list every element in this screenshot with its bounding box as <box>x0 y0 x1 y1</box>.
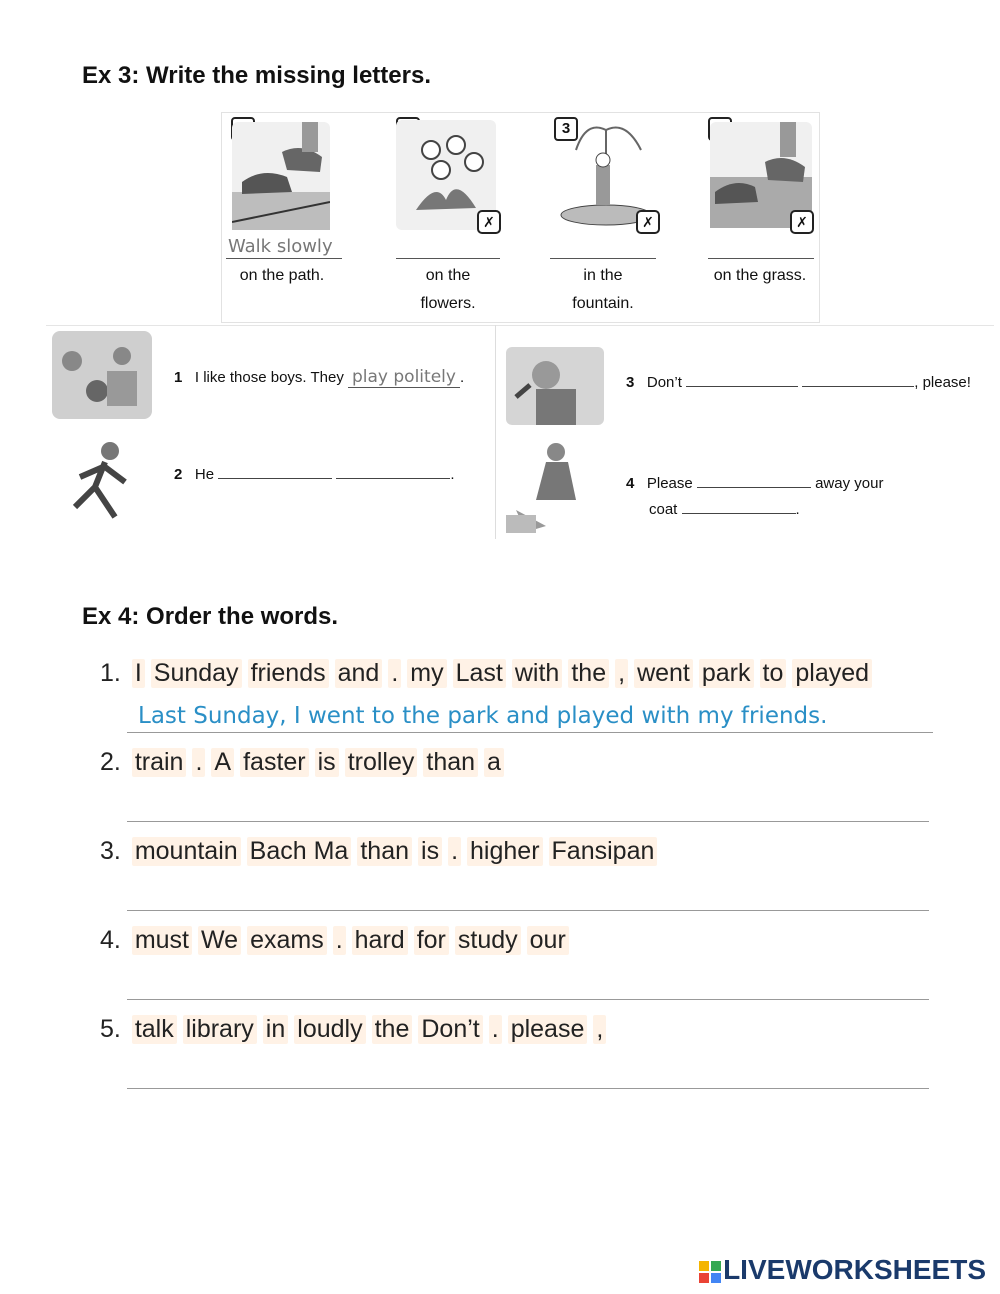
word-tile: I <box>132 659 145 688</box>
word-tile: study <box>455 926 521 955</box>
sentence-4-blank-2[interactable] <box>682 499 796 514</box>
word-tile: mountain <box>132 837 241 866</box>
sentence-2-text: He <box>194 466 215 483</box>
question-1-number: 1. <box>100 659 121 687</box>
sentence-1-text: I like those boys. They <box>194 369 344 386</box>
shouting-man-picture <box>506 347 604 425</box>
word-tile: and <box>335 659 383 688</box>
item-1-caption: on the path. <box>239 267 325 284</box>
ex3-heading: Ex 3: Write the missing letters. <box>82 62 431 89</box>
question-5 <box>100 1015 612 1044</box>
liveworksheets-logo-icon <box>699 1261 721 1283</box>
sentence-4-text: Please <box>646 475 693 492</box>
question-1 <box>100 659 878 688</box>
word-tile: faster <box>240 748 309 777</box>
sentence-4-line-2 <box>649 499 800 518</box>
sentence-4-coat: coat <box>649 501 678 518</box>
item-3-answer-line[interactable] <box>550 258 656 259</box>
sentence-4-blank-1[interactable] <box>697 473 811 488</box>
question-3 <box>100 837 663 866</box>
question-2 <box>100 748 510 777</box>
word-tile: must <box>132 926 192 955</box>
word-tile: trolley <box>345 748 418 777</box>
word-tile: exams <box>247 926 327 955</box>
shouting-icon <box>506 347 604 425</box>
question-1-answer-line <box>127 732 933 733</box>
word-tile: friends <box>248 659 329 688</box>
question-5-number: 5. <box>100 1015 121 1043</box>
item-3-x-icon: ✗ <box>636 210 660 234</box>
word-tile: with <box>512 659 562 688</box>
word-tile: We <box>198 926 241 955</box>
coat-picture <box>506 440 602 534</box>
runner-icon <box>55 437 145 527</box>
sentence-1-number: 1 <box>174 369 183 386</box>
word-tile: library <box>183 1015 257 1044</box>
question-4-answer-line[interactable] <box>127 999 929 1000</box>
walking-path-illustration <box>232 122 330 230</box>
sentence-3-text: Don’t <box>646 374 682 391</box>
sentence-1-end: . <box>459 369 465 386</box>
item-3-number: 3 <box>554 117 578 141</box>
item-3-caption-1: in the <box>583 267 623 284</box>
question-3-answer-line[interactable] <box>127 910 929 911</box>
word-tile: , <box>593 1015 606 1044</box>
word-tile: loudly <box>294 1015 365 1044</box>
sentence-4-number: 4 <box>626 475 635 492</box>
shoe-on-path-icon <box>232 122 330 230</box>
question-4 <box>100 926 575 955</box>
item-4-x-icon: ✗ <box>790 210 814 234</box>
coat-icon <box>506 440 602 534</box>
sentence-2-blank-2[interactable] <box>336 464 450 479</box>
word-tile: is <box>418 837 442 866</box>
word-tile: a <box>484 748 504 777</box>
panel2-top-divider <box>46 325 994 326</box>
sentence-3-number: 3 <box>626 374 635 391</box>
word-tile: talk <box>132 1015 177 1044</box>
word-tile: , <box>615 659 628 688</box>
word-tile: than <box>357 837 412 866</box>
word-tile: went <box>634 659 693 688</box>
item-3-caption-2: fountain. <box>572 295 634 312</box>
boys-playing-picture <box>52 331 152 419</box>
question-2-answer-line[interactable] <box>127 821 929 822</box>
sentence-4-end: . <box>795 501 800 518</box>
sentence-3-end: , please! <box>914 374 971 391</box>
word-tile: Don’t <box>418 1015 482 1044</box>
item-2-caption-1: on the <box>425 267 471 284</box>
question-3-number: 3. <box>100 837 121 865</box>
item-4-caption: on the grass. <box>713 267 807 284</box>
word-tile: the <box>372 1015 413 1044</box>
word-tile: in <box>263 1015 288 1044</box>
sentence-4 <box>626 473 883 492</box>
sentence-4-middle: away your <box>815 475 884 492</box>
item-2-x-icon: ✗ <box>477 210 501 234</box>
word-tile: . <box>489 1015 502 1044</box>
question-4-number: 4. <box>100 926 121 954</box>
word-tile: Sunday <box>151 659 242 688</box>
word-tile: park <box>699 659 754 688</box>
word-tile: Bach Ma <box>247 837 352 866</box>
question-5-answer-line[interactable] <box>127 1088 929 1089</box>
sentence-3 <box>626 372 971 391</box>
word-tile: the <box>568 659 609 688</box>
sentence-2-blank-1[interactable] <box>218 464 332 479</box>
word-tile: is <box>315 748 339 777</box>
item-1-answer[interactable]: Walk slowly <box>228 236 333 257</box>
liveworksheets-logo-text: LIVEWORKSHEETS <box>723 1254 986 1285</box>
item-4-answer-line[interactable] <box>708 258 814 259</box>
item-1-answer-line <box>226 258 342 259</box>
word-tile: for <box>414 926 449 955</box>
word-tile: higher <box>467 837 543 866</box>
word-tile: to <box>760 659 787 688</box>
running-boy-picture <box>55 437 145 527</box>
word-tile: A <box>211 748 234 777</box>
question-2-number: 2. <box>100 748 121 776</box>
word-tile: Fansipan <box>549 837 658 866</box>
panel2-center-divider <box>495 325 496 539</box>
word-tile: . <box>448 837 461 866</box>
word-tile: train <box>132 748 187 777</box>
sentence-2 <box>174 464 455 483</box>
sentence-1-answer[interactable]: play politely <box>348 367 460 388</box>
liveworksheets-logo[interactable] <box>699 1254 986 1286</box>
word-tile: than <box>423 748 478 777</box>
sentence-3-blank-2[interactable] <box>802 372 914 387</box>
children-icon <box>52 331 152 419</box>
item-2-caption-2: flowers. <box>420 295 476 312</box>
sentence-2-number: 2 <box>174 466 183 483</box>
word-tile: our <box>527 926 569 955</box>
word-tile: Last <box>453 659 506 688</box>
sentence-1 <box>174 367 464 387</box>
word-tile: . <box>333 926 346 955</box>
word-tile: please <box>508 1015 588 1044</box>
sentence-2-end: . <box>450 466 455 483</box>
item-2-answer-line[interactable] <box>396 258 500 259</box>
word-tile: my <box>407 659 446 688</box>
sentence-3-blank-1[interactable] <box>686 372 798 387</box>
word-tile: played <box>792 659 872 688</box>
word-tile: . <box>388 659 401 688</box>
word-tile: hard <box>352 926 408 955</box>
question-1-answer[interactable]: Last Sunday, I went to the park and played with my friends. <box>138 703 828 729</box>
word-tile: . <box>192 748 205 777</box>
ex4-heading: Ex 4: Order the words. <box>82 603 339 630</box>
